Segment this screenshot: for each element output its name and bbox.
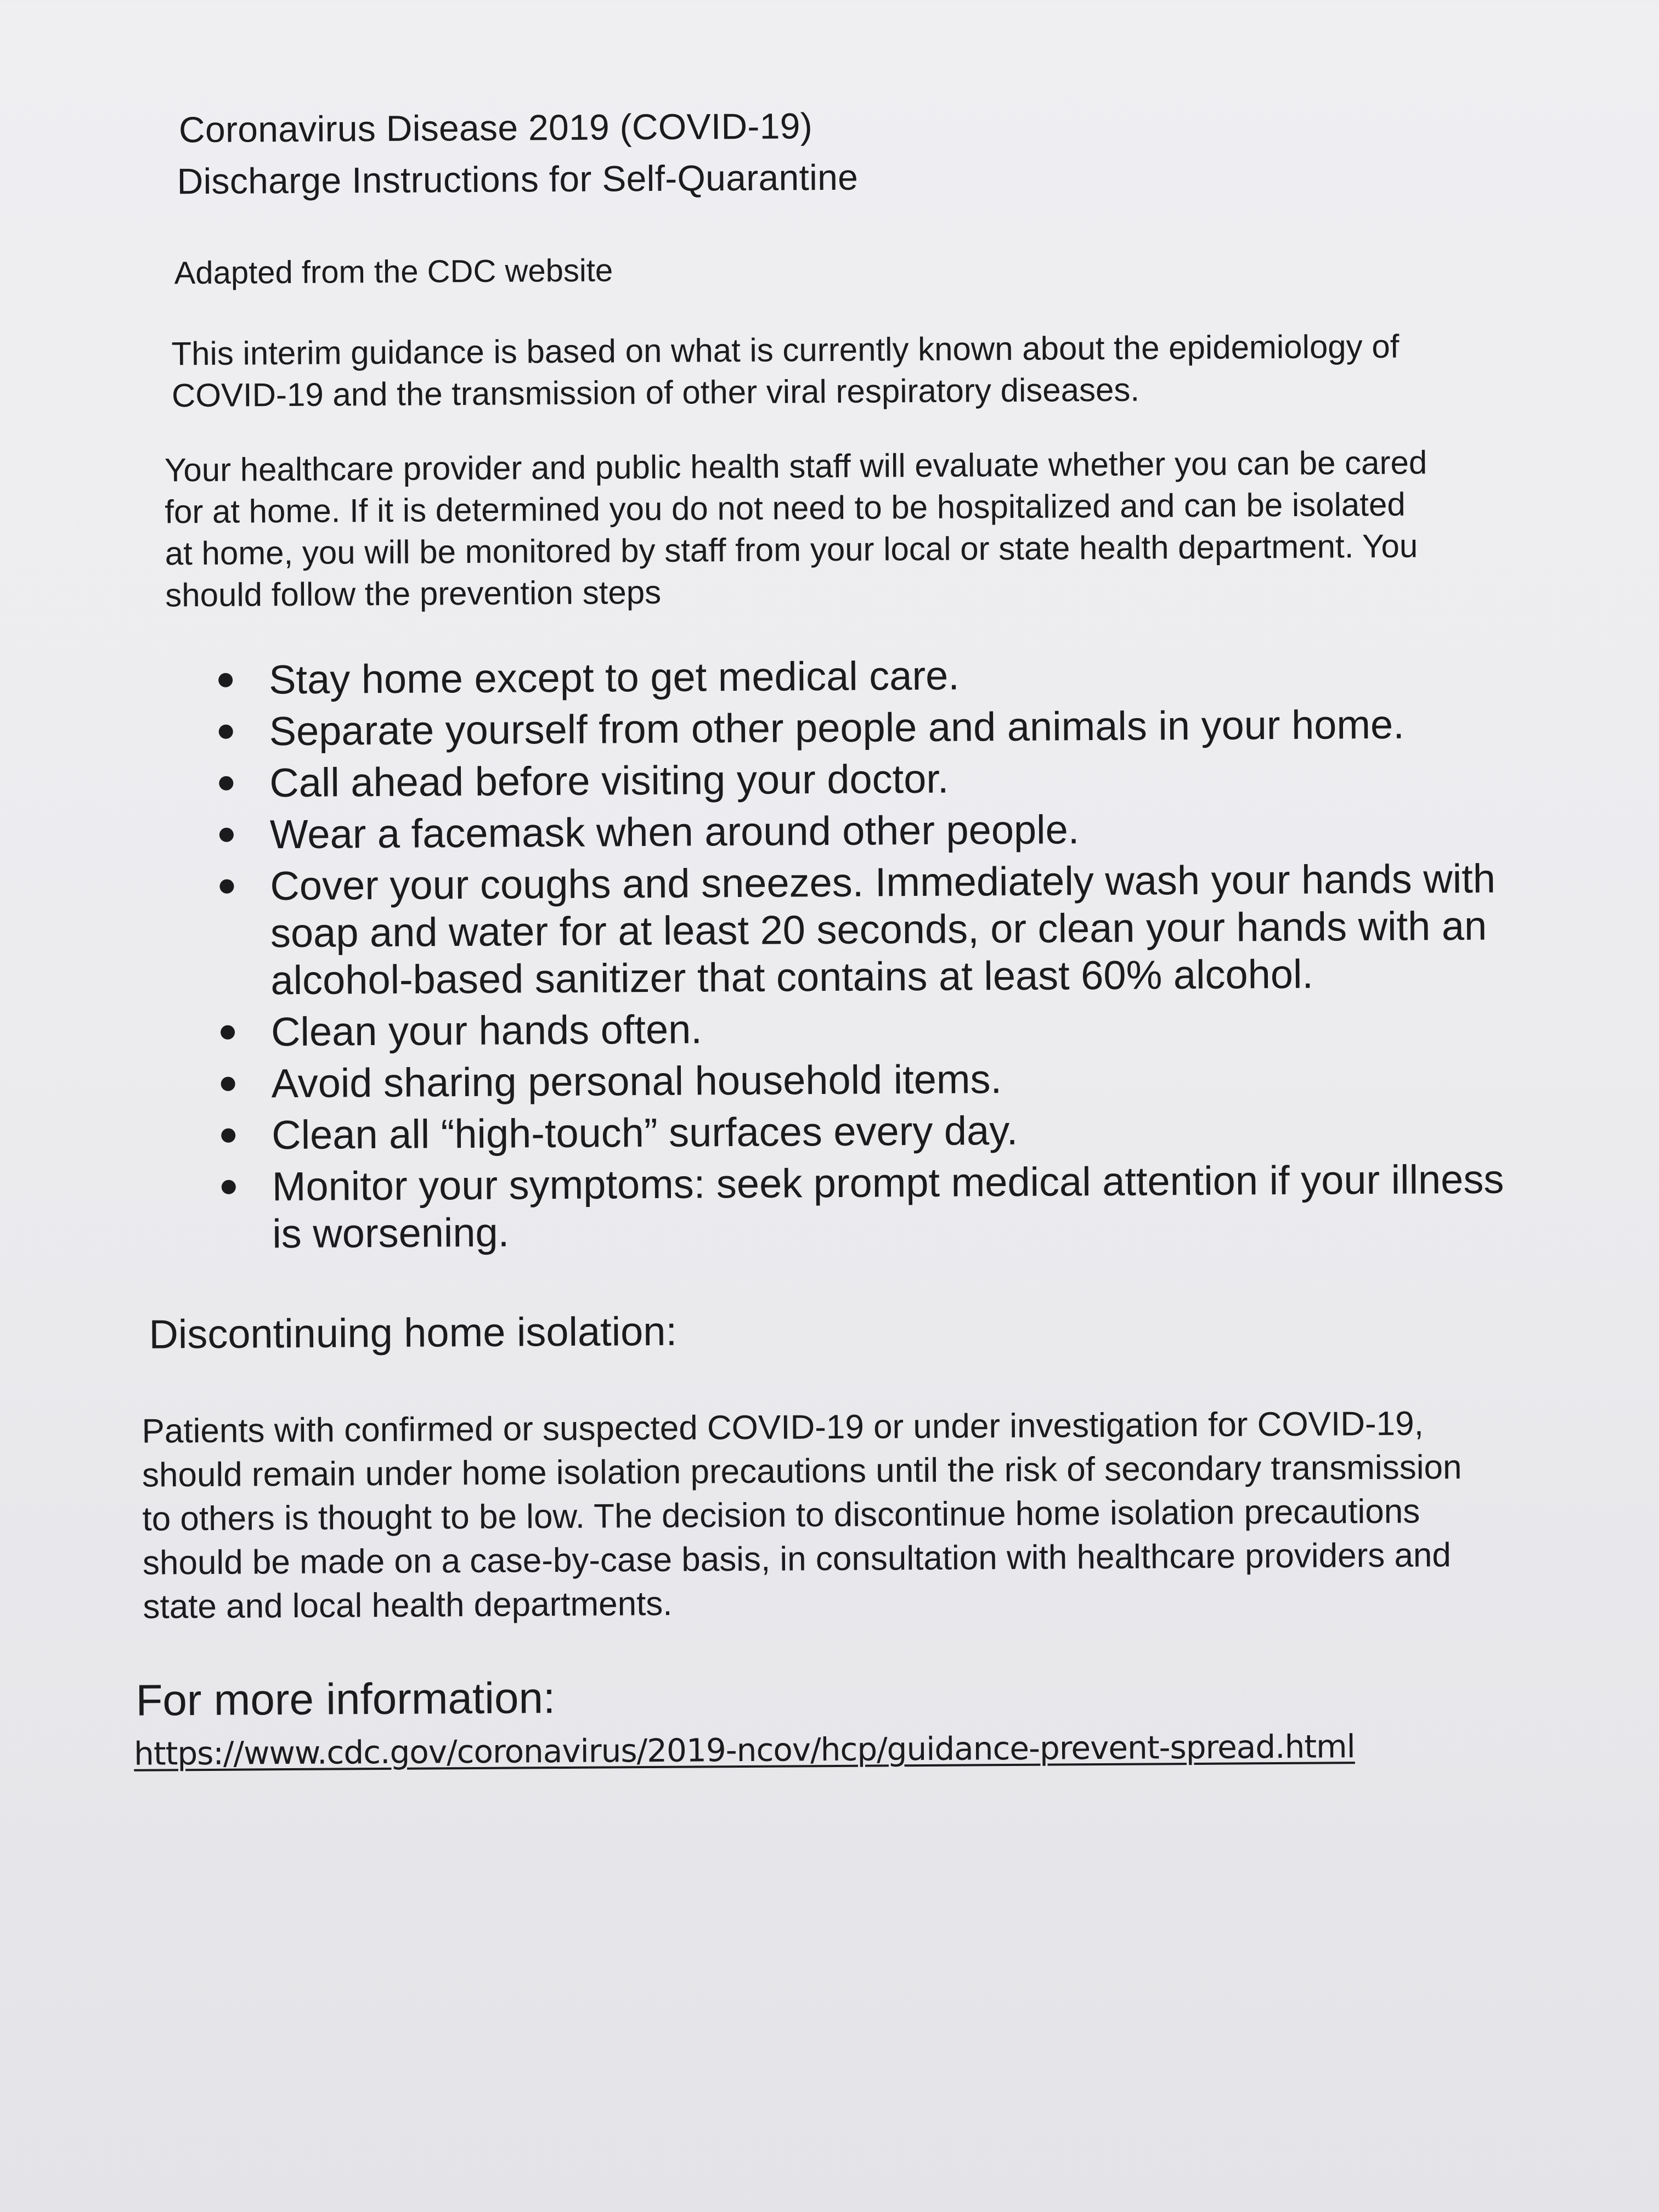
prevention-step (216, 1001, 1588, 1056)
discontinue-heading: Discontinuing home isolation: (149, 1308, 678, 1357)
prevention-step-text: soap and water for at least 20 seconds, or clean your hands with an (270, 902, 1487, 956)
provider-line: should follow the prevention steps (165, 573, 662, 614)
bullet-icon (219, 776, 233, 791)
prevention-step-text: is worsening. (272, 1209, 510, 1257)
intro-line: This interim guidance is based on what is currently known about the epidemiology of (171, 328, 1400, 373)
prevention-step (217, 1104, 1588, 1159)
prevention-step-text: alcohol-based sanitizer that contains at least 60% alcohol. (270, 951, 1314, 1003)
prevention-step (215, 803, 1587, 859)
discontinue-line: Patients with confirmed or suspected COVID-19 or under investigation for COVID-19, (142, 1404, 1424, 1451)
discontinue-line: should remain under home isolation precautions until the risk of secondary transmission (142, 1448, 1462, 1494)
document-title-line-1: Coronavirus Disease 2019 (COVID-19) (178, 105, 813, 150)
bullet-icon (221, 1077, 235, 1091)
bullet-icon (221, 1025, 235, 1040)
prevention-step (215, 752, 1586, 807)
bullet-icon (222, 1180, 236, 1194)
more-info-heading: For more information: (136, 1673, 556, 1725)
bullet-icon (219, 725, 233, 739)
discontinue-line: to others is thought to be low. The decision to discontinue home isolation precautions (142, 1492, 1420, 1538)
prevention-step (215, 855, 1588, 1005)
prevention-step-text: Stay home except to get medical care. (268, 652, 960, 703)
source-note: Adapted from the CDC website (174, 252, 613, 291)
prevention-step (217, 1155, 1589, 1258)
prevention-step-text: Separate yourself from other people and animals in your home. (269, 701, 1404, 754)
prevention-step-text: Avoid sharing personal household items. (271, 1056, 1002, 1107)
discontinue-line: should be made on a case-by-case basis, in consultation with healthcare providers and (142, 1536, 1452, 1582)
bullet-icon (221, 1128, 235, 1143)
prevention-steps-list (214, 648, 1589, 1262)
prevention-step-text: Wear a facemask when around other people. (269, 806, 1080, 857)
discontinue-paragraph (142, 1401, 1569, 1629)
prevention-step-text: Clean your hands often. (270, 1006, 703, 1055)
provider-line: for at home. If it is determined you do not need to be hospitalized and can be isolated (165, 486, 1406, 531)
bullet-icon (218, 673, 233, 687)
more-info-link[interactable]: https://www.cdc.gov/coronavirus/2019-ncov/hcp/guidance-prevent-spread.html (133, 1728, 1355, 1773)
prevention-step (216, 1052, 1588, 1108)
document-title-line-2: Discharge Instructions for Self-Quarantine (177, 156, 859, 202)
prevention-step-text: Monitor your symptoms: seek prompt medical attention if your illness (272, 1156, 1504, 1210)
provider-paragraph (165, 441, 1592, 617)
bullet-icon (219, 828, 234, 842)
prevention-step-text: Call ahead before visiting your doctor. (269, 755, 949, 806)
intro-line: COVID-19 and the transmission of other viral respiratory diseases. (171, 371, 1140, 414)
prevention-step-text: Clean all “high-touch” surfaces every day. (271, 1107, 1018, 1158)
discontinue-line: state and local health departments. (143, 1584, 673, 1626)
provider-line: Your healthcare provider and public health staff will evaluate whether you can be cared (164, 444, 1427, 489)
provider-line: at home, you will be monitored by staff from your local or state health department. You (165, 527, 1418, 572)
prevention-step-text: Cover your coughs and sneezes. Immediately wash your hands with (270, 855, 1496, 909)
prevention-step (214, 648, 1585, 704)
intro-paragraph (171, 324, 1598, 416)
bullet-icon (219, 879, 234, 894)
prevention-step (214, 700, 1585, 755)
